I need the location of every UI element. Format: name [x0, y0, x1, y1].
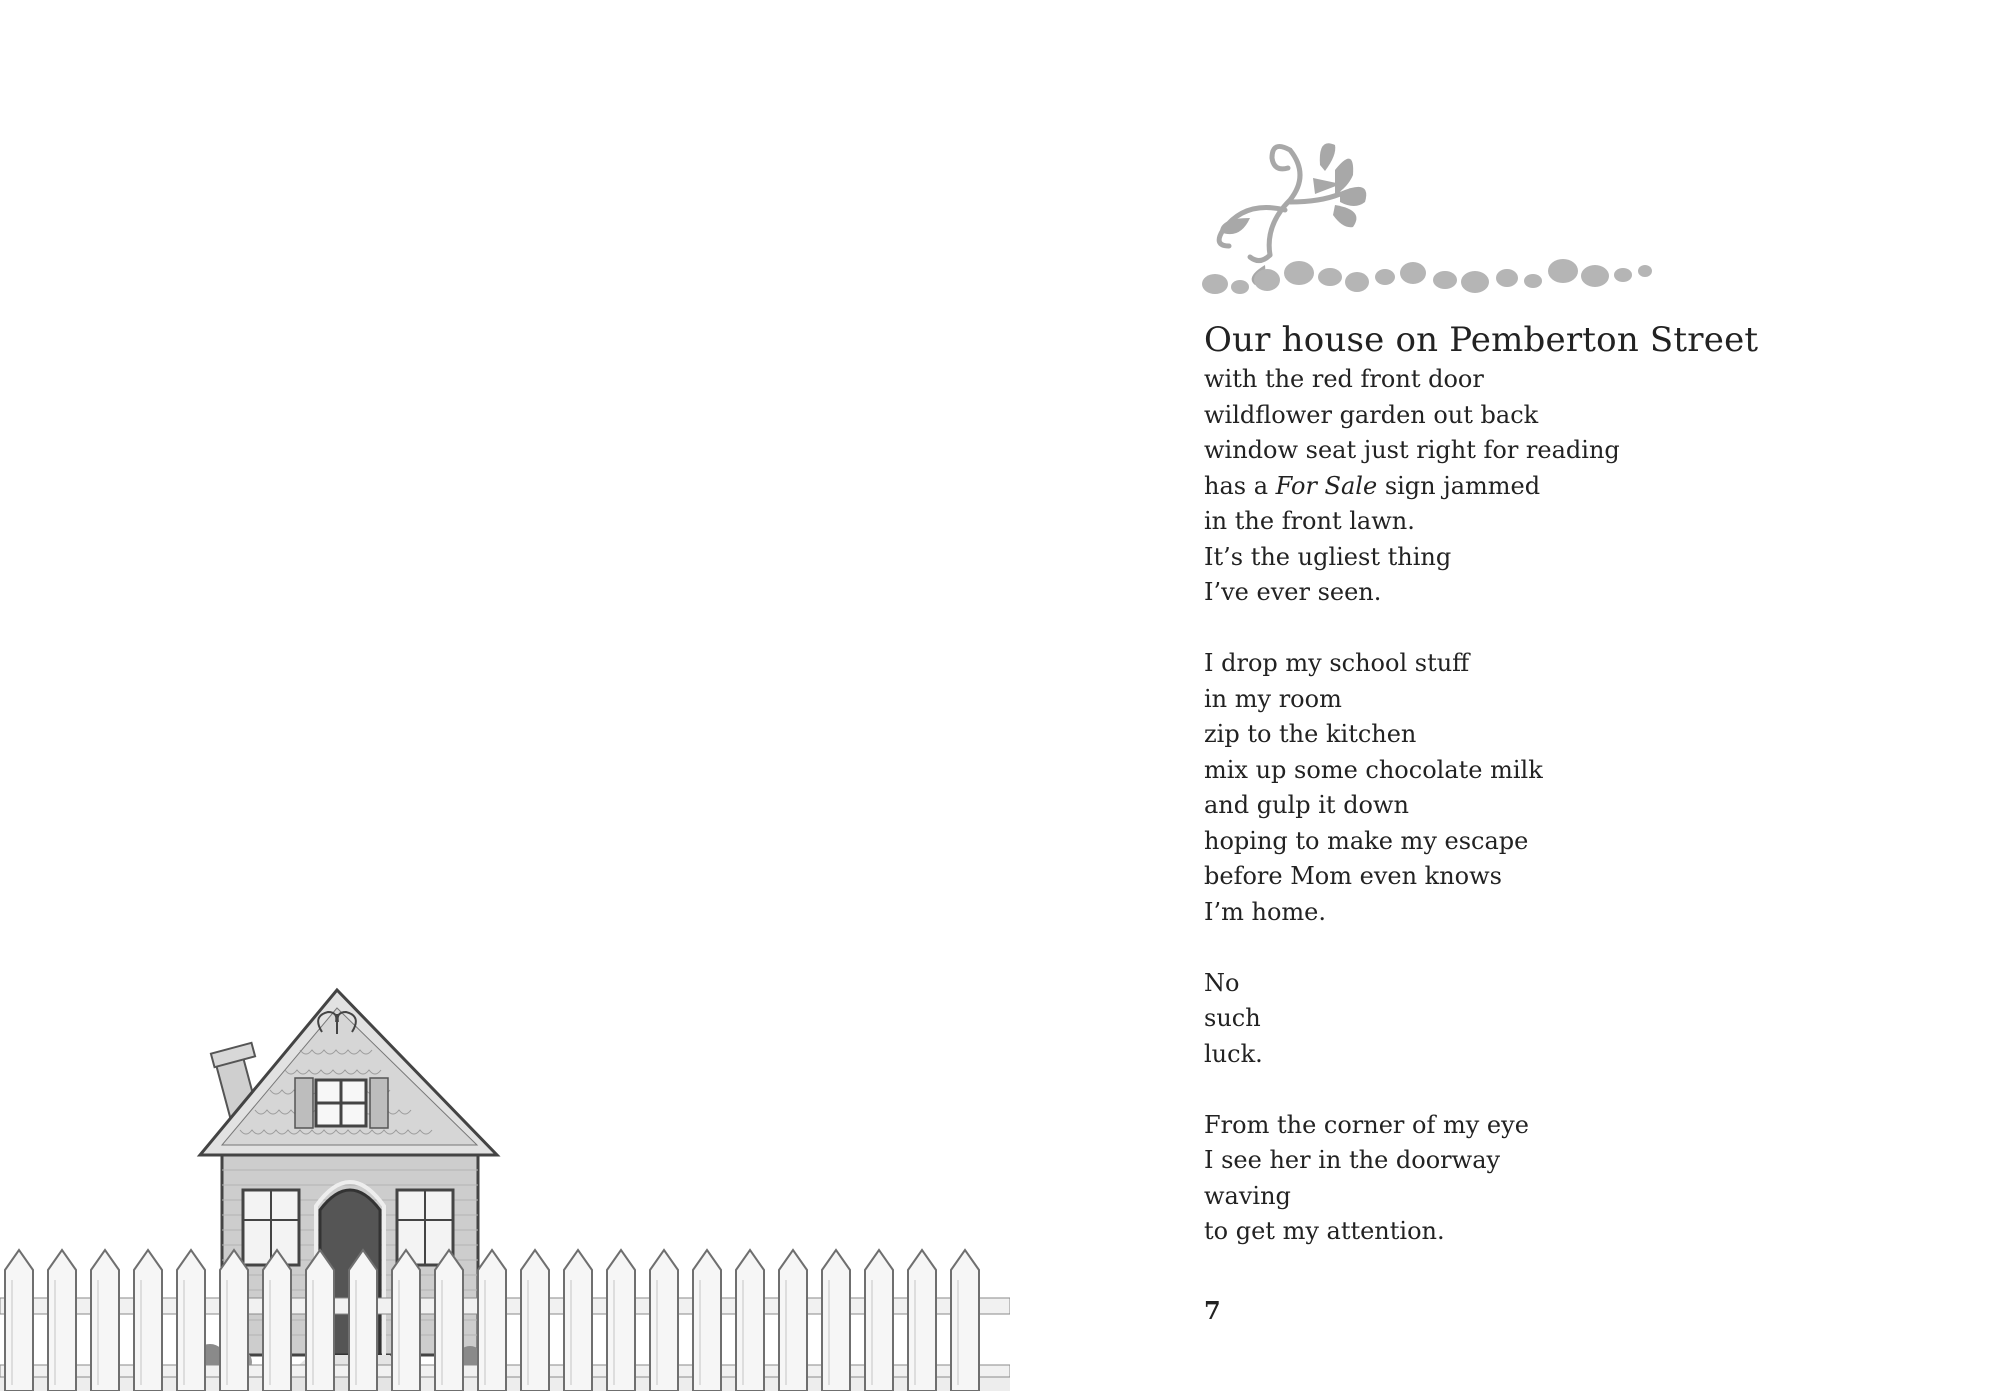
poem-line: I’m home.	[1204, 897, 1326, 926]
poem-line: waving	[1204, 1181, 1291, 1210]
page-number: 7	[1204, 1296, 1221, 1325]
right-page	[1000, 0, 2000, 1391]
poem-line: I drop my school stuff	[1204, 649, 1470, 677]
picket-fence	[0, 1250, 1010, 1391]
poem-line: in my room	[1204, 684, 1342, 713]
poem-line: From the corner of my eye	[1204, 1110, 1529, 1139]
poem-line-italic: For Sale	[1275, 471, 1378, 500]
flower-sprig-ornament-icon	[1195, 130, 1735, 310]
poem-stanza	[1204, 966, 1924, 1073]
poem-line: I’ve ever seen.	[1204, 578, 1382, 606]
poem-line: No	[1204, 968, 1240, 997]
poem-line: and gulp it down	[1204, 791, 1410, 819]
poem-line: zip to the kitchen	[1204, 720, 1417, 748]
poem-line: before Mom even knows	[1204, 862, 1502, 890]
poem-line: with the red front door	[1204, 365, 1484, 393]
poem-line: mix up some chocolate milk	[1204, 755, 1543, 784]
poem-line: to get my attention.	[1204, 1217, 1445, 1245]
poem-line: I see her in the doorway	[1204, 1146, 1501, 1174]
poem-line-segment: sign jammed	[1377, 471, 1541, 500]
poem-line: luck.	[1204, 1039, 1263, 1068]
poem-line: in the front lawn.	[1204, 507, 1415, 535]
poem-title: Our house on Pemberton Street	[1204, 320, 1759, 360]
poem-body	[1204, 362, 1924, 1250]
poem-line: hoping to make my escape	[1204, 826, 1529, 855]
poem-line: It’s the ugliest thing	[1204, 542, 1452, 571]
poem-stanza	[1204, 646, 1924, 930]
poem	[1204, 318, 1924, 1285]
poem-stanza	[1204, 1108, 1924, 1250]
poem-line: window seat just right for reading	[1204, 436, 1620, 464]
upper-window	[295, 1078, 388, 1128]
poem-line: such	[1204, 1004, 1261, 1032]
poem-line: wildflower garden out back	[1204, 400, 1539, 429]
house-with-picket-fence-icon	[0, 970, 1010, 1391]
poem-stanza	[1204, 362, 1924, 611]
poem-line-segment: has a	[1204, 471, 1276, 500]
poem-line	[1204, 469, 1924, 505]
